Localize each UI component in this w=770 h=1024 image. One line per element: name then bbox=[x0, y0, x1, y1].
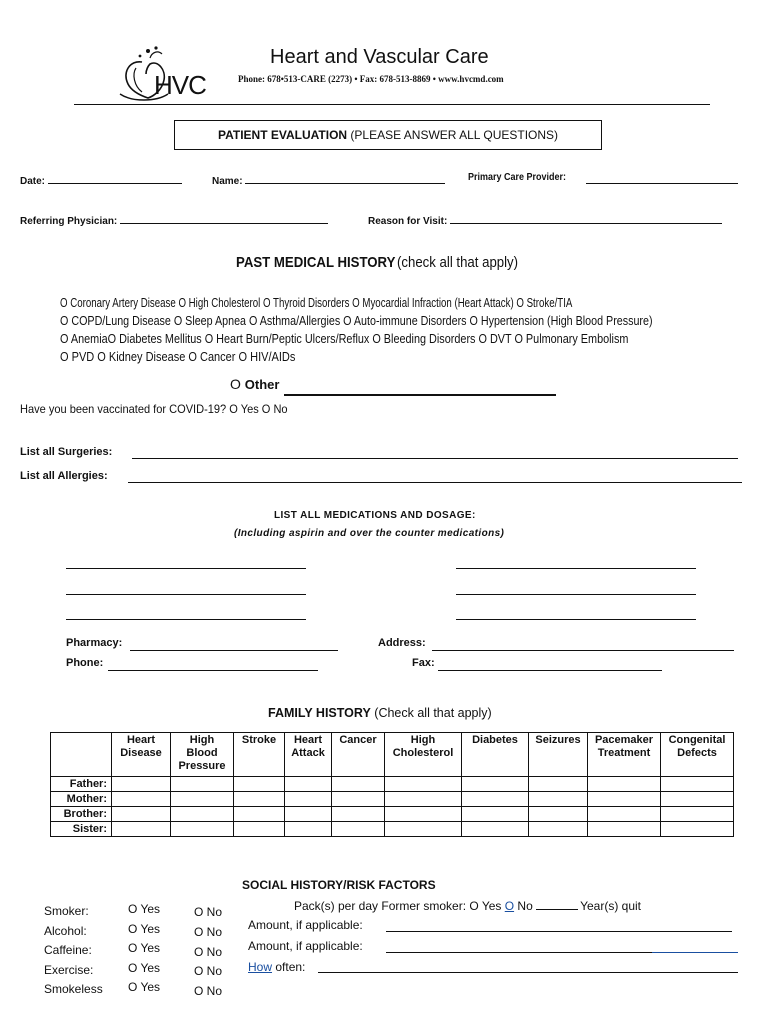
smoker-no-option[interactable]: O No bbox=[194, 905, 223, 919]
years-quit-field[interactable] bbox=[536, 898, 578, 910]
caffeine-amount-row bbox=[248, 939, 363, 953]
social-no-column bbox=[194, 903, 222, 1002]
exercise-frequency-row bbox=[248, 960, 305, 974]
meds-heading: LIST ALL MEDICATIONS AND DOSAGE: bbox=[274, 510, 476, 521]
referring-label: Referring Physician: bbox=[20, 216, 118, 227]
other-field[interactable] bbox=[284, 394, 556, 396]
alcohol-label: Alcohol: bbox=[44, 923, 87, 938]
family-cell[interactable] bbox=[385, 822, 462, 837]
col-congenital-defects: Congenital Defects bbox=[661, 733, 734, 777]
phone-row bbox=[66, 657, 103, 669]
family-cell[interactable] bbox=[661, 777, 734, 792]
reason-field[interactable] bbox=[450, 212, 722, 224]
family-cell[interactable] bbox=[462, 792, 529, 807]
blank-header bbox=[51, 733, 112, 777]
med-line-right-3[interactable] bbox=[456, 619, 696, 620]
family-cell[interactable] bbox=[661, 792, 734, 807]
family-cell[interactable] bbox=[234, 777, 285, 792]
former-smoker-no-label: No bbox=[514, 899, 537, 913]
family-cell[interactable] bbox=[332, 792, 385, 807]
family-cell[interactable] bbox=[285, 822, 332, 837]
med-line-left-3[interactable] bbox=[66, 619, 306, 620]
family-row bbox=[51, 777, 734, 792]
col-heart-disease: Heart Disease bbox=[112, 733, 171, 777]
pmh-options-2[interactable]: O COPD/Lung Disease O Sleep Apnea O Asthma/Allergies O Auto-immune Disorders O Hypertension (High Blood Pressure) bbox=[60, 314, 653, 328]
form-title: PATIENT EVALUATION bbox=[217, 128, 348, 142]
family-cell[interactable] bbox=[112, 792, 171, 807]
surgeries-field[interactable] bbox=[132, 458, 738, 459]
family-cell[interactable] bbox=[462, 807, 529, 822]
family-cell[interactable] bbox=[171, 807, 234, 822]
col-seizures: Seizures bbox=[529, 733, 588, 777]
pmh-options-1[interactable]: O Coronary Artery Disease O High Cholesterol O Thyroid Disorders O Myocardial Infraction (Heart Attack) O Stroke/TIA bbox=[60, 296, 573, 310]
meds-subheading: (Including aspirin and over the counter medications) bbox=[234, 528, 505, 539]
family-cell[interactable] bbox=[385, 777, 462, 792]
name-row bbox=[212, 172, 445, 187]
col-stroke: Stroke bbox=[234, 733, 285, 777]
family-cell[interactable] bbox=[385, 807, 462, 822]
family-cell[interactable] bbox=[234, 807, 285, 822]
smoker-detail-row bbox=[294, 898, 641, 913]
row-label-father: Father: bbox=[51, 777, 112, 792]
caffeine-amount-field[interactable] bbox=[386, 952, 652, 953]
family-cell[interactable] bbox=[112, 822, 171, 837]
family-cell[interactable] bbox=[171, 822, 234, 837]
family-row bbox=[51, 792, 734, 807]
family-cell[interactable] bbox=[588, 792, 661, 807]
pmh-options-3[interactable]: O AnemiaO Diabetes Mellitus O Heart Burn/Peptic Ulcers/Reflux O Bleeding Disorders O DVT O Pulmonary Embolism bbox=[60, 332, 629, 346]
former-smoker-no-option[interactable]: O bbox=[504, 899, 515, 913]
family-cell[interactable] bbox=[285, 807, 332, 822]
reason-label: Reason for Visit: bbox=[368, 216, 448, 227]
date-field[interactable] bbox=[48, 172, 182, 184]
form-title-box bbox=[174, 120, 602, 150]
col-diabetes: Diabetes bbox=[462, 733, 529, 777]
col-cancer: Cancer bbox=[332, 733, 385, 777]
smokeless-label: Smokeless bbox=[44, 982, 103, 996]
family-cell[interactable] bbox=[332, 822, 385, 837]
fax-row bbox=[412, 657, 435, 669]
alcohol-no-option[interactable]: O No bbox=[194, 924, 223, 939]
alcohol-amount-row bbox=[248, 918, 363, 932]
family-cell[interactable] bbox=[462, 822, 529, 837]
caffeine-yes-option[interactable]: O Yes bbox=[128, 941, 161, 955]
family-cell[interactable] bbox=[285, 792, 332, 807]
family-cell[interactable] bbox=[529, 807, 588, 822]
med-line-left-2[interactable] bbox=[66, 594, 306, 595]
row-label-mother: Mother: bbox=[51, 792, 112, 807]
family-cell[interactable] bbox=[112, 807, 171, 822]
caffeine-no-option[interactable]: O No bbox=[194, 944, 223, 959]
other-option-circle[interactable]: O bbox=[230, 376, 241, 392]
row-label-sister: Sister: bbox=[51, 822, 112, 837]
med-line-right-1[interactable] bbox=[456, 568, 696, 569]
family-history-table bbox=[50, 732, 734, 837]
hvc-logo bbox=[112, 44, 222, 102]
family-cell[interactable] bbox=[234, 792, 285, 807]
reason-row bbox=[368, 212, 722, 227]
fax-label: Fax: bbox=[412, 657, 435, 669]
family-cell[interactable] bbox=[661, 807, 734, 822]
family-cell[interactable] bbox=[588, 822, 661, 837]
how-often-link[interactable]: How bbox=[248, 960, 273, 974]
surgeries-label: List all Surgeries: bbox=[20, 446, 113, 458]
alcohol-amount-label: Amount, if applicable: bbox=[248, 918, 363, 932]
family-header-row bbox=[51, 733, 734, 777]
family-heading bbox=[268, 706, 492, 720]
practice-contact: Phone: 678•513-CARE (2273) • Fax: 678-513-8869 • www.hvcmd.com bbox=[238, 74, 504, 84]
family-cell[interactable] bbox=[234, 822, 285, 837]
pmh-heading-note: (check all that apply) bbox=[397, 254, 519, 271]
other-label: Other bbox=[244, 377, 280, 392]
form-title-note: (PLEASE ANSWER ALL QUESTIONS) bbox=[347, 128, 559, 142]
name-field[interactable] bbox=[245, 172, 445, 184]
pack-per-day-former-smoker[interactable]: Pack(s) per day Former smoker: O Yes bbox=[294, 899, 505, 913]
alcohol-amount-field[interactable] bbox=[386, 931, 732, 932]
social-heading: SOCIAL HISTORY/RISK FACTORS bbox=[242, 878, 436, 892]
years-quit-label: Year(s) quit bbox=[580, 899, 642, 913]
smoker-label: Smoker: bbox=[44, 904, 89, 918]
smoker-yes-option[interactable]: O Yes bbox=[128, 902, 161, 916]
surgeries-row bbox=[20, 446, 112, 458]
alcohol-yes-option[interactable]: O Yes bbox=[128, 921, 161, 936]
pmh-options-4[interactable]: O PVD O Kidney Disease O Cancer O HIV/AIDs bbox=[60, 350, 296, 364]
pmh-line-1[interactable] bbox=[60, 296, 721, 310]
col-high-blood-pressure: High Blood Pressure bbox=[171, 733, 234, 777]
address-label: Address: bbox=[378, 637, 426, 649]
pharmacy-label: Pharmacy: bbox=[66, 637, 123, 649]
phone-label: Phone: bbox=[66, 657, 104, 669]
referring-field[interactable] bbox=[120, 212, 328, 224]
pcp-field[interactable] bbox=[586, 172, 738, 184]
exercise-frequency-field[interactable] bbox=[318, 972, 738, 973]
pharmacy-row bbox=[66, 637, 122, 649]
how-often-label: often: bbox=[272, 960, 306, 974]
date-row bbox=[20, 172, 182, 187]
pmh-other-row bbox=[230, 376, 279, 392]
family-cell[interactable] bbox=[529, 777, 588, 792]
family-cell[interactable] bbox=[385, 792, 462, 807]
smokeless-no-option[interactable]: O No bbox=[194, 984, 223, 999]
pmh-line-2[interactable] bbox=[60, 314, 751, 328]
family-cell[interactable] bbox=[661, 822, 734, 837]
family-cell[interactable] bbox=[171, 792, 234, 807]
col-pacemaker-treatment: Pacemaker Treatment bbox=[588, 733, 661, 777]
family-cell[interactable] bbox=[285, 777, 332, 792]
med-line-right-2[interactable] bbox=[456, 594, 696, 595]
date-label: Date: bbox=[20, 176, 46, 187]
family-cell[interactable] bbox=[332, 807, 385, 822]
allergies-row bbox=[20, 470, 108, 482]
practice-title: Heart and Vascular Care bbox=[270, 46, 489, 68]
col-high-cholesterol: High Cholesterol bbox=[385, 733, 462, 777]
fax-field[interactable] bbox=[438, 670, 662, 671]
exercise-yes-option[interactable]: O Yes bbox=[128, 960, 161, 975]
covid-question[interactable]: Have you been vaccinated for COVID-19? O Yes O No bbox=[20, 402, 288, 416]
pcp-label: Primary Care Provider: bbox=[468, 172, 567, 183]
social-yes-column bbox=[128, 900, 160, 998]
header-rule bbox=[74, 104, 710, 105]
family-cell[interactable] bbox=[588, 807, 661, 822]
pmh-heading bbox=[236, 254, 535, 271]
family-cell[interactable] bbox=[588, 777, 661, 792]
exercise-no-option[interactable]: O No bbox=[194, 964, 223, 979]
col-heart-attack: Heart Attack bbox=[285, 733, 332, 777]
med-line-left-1[interactable] bbox=[66, 568, 306, 569]
smokeless-yes-option[interactable]: O Yes bbox=[128, 980, 161, 994]
family-heading-bold: FAMILY HISTORY bbox=[268, 706, 371, 720]
exercise-label: Exercise: bbox=[44, 962, 94, 977]
family-row bbox=[51, 807, 734, 822]
allergies-label: List all Allergies: bbox=[20, 470, 108, 482]
row-label-brother: Brother: bbox=[51, 807, 112, 822]
social-labels bbox=[44, 902, 103, 1000]
caffeine-amount-field-tail bbox=[652, 952, 738, 953]
family-cell[interactable] bbox=[529, 822, 588, 837]
covid-row[interactable] bbox=[20, 402, 311, 416]
logo-text: HVC bbox=[154, 70, 206, 100]
caffeine-amount-label: Amount, if applicable: bbox=[248, 939, 363, 953]
address-row bbox=[378, 637, 426, 649]
pmh-line-4[interactable] bbox=[60, 350, 327, 364]
family-cell[interactable] bbox=[332, 777, 385, 792]
pcp-row bbox=[468, 172, 577, 183]
family-cell[interactable] bbox=[462, 777, 529, 792]
pmh-heading-bold: PAST MEDICAL HISTORY bbox=[236, 254, 396, 271]
pharmacy-field[interactable] bbox=[130, 650, 338, 651]
family-heading-note: (Check all that apply) bbox=[370, 706, 492, 720]
phone-field[interactable] bbox=[108, 670, 318, 671]
name-label: Name: bbox=[212, 176, 243, 187]
referring-row bbox=[20, 212, 328, 227]
address-field[interactable] bbox=[432, 650, 734, 651]
family-cell[interactable] bbox=[112, 777, 171, 792]
family-cell[interactable] bbox=[171, 777, 234, 792]
caffeine-label: Caffeine: bbox=[44, 943, 92, 957]
family-row bbox=[51, 822, 734, 837]
pmh-line-3[interactable] bbox=[60, 332, 715, 346]
allergies-field[interactable] bbox=[128, 482, 742, 483]
family-cell[interactable] bbox=[529, 792, 588, 807]
